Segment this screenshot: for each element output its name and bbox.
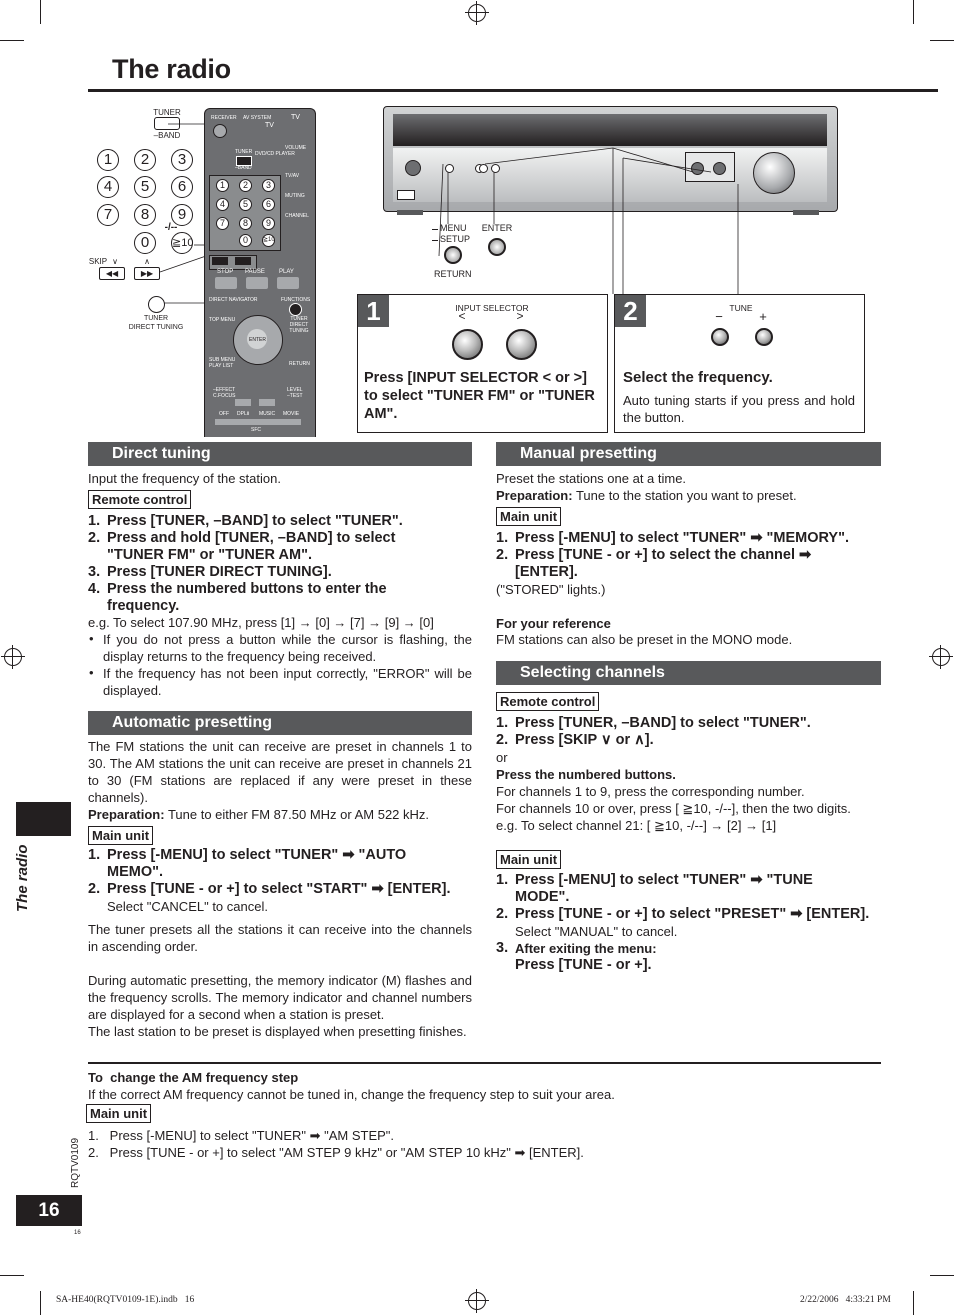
step-number: 2. xyxy=(88,881,101,897)
am-step-heading: To change the AM frequency step xyxy=(88,1070,299,1085)
remote-submenu-label: SUB MENU PLAY LIST xyxy=(209,357,236,369)
remote-num-6[interactable]: 6 xyxy=(262,198,275,211)
remote-plus-button[interactable] xyxy=(259,399,275,406)
crop-mark xyxy=(40,1291,41,1315)
prep-label: Preparation: xyxy=(88,807,165,822)
section-divider xyxy=(88,1062,881,1064)
num-button-0[interactable]: 0 xyxy=(134,232,156,254)
tune-label: TUNE xyxy=(729,303,753,313)
num-button-8[interactable]: 8 xyxy=(134,204,156,226)
setup-dash xyxy=(432,240,438,241)
doc-code: RQTV0109 xyxy=(70,1137,81,1188)
direct-step-4 xyxy=(88,581,472,615)
selecting-main-step-1 xyxy=(496,872,881,906)
auto-intro: The FM stations the unit can receive are preset in channels 1 to 30. The AM stations the unit can receive are preset in channels 21 to 30 (FM stations are replaced if any were preset in these channels). xyxy=(88,739,472,805)
num-button-3[interactable]: 3 xyxy=(171,149,193,171)
remote-dvd-label: DVD/CD PLAYER xyxy=(255,151,295,157)
selecting-step-2 xyxy=(496,732,881,749)
remote-navigator-label: DIRECT NAVIGATOR xyxy=(209,297,258,303)
direct-step-2 xyxy=(88,530,472,564)
manual-stored-note: ("STORED" lights.) xyxy=(496,582,606,597)
selecting-channels-heading: Selecting channels xyxy=(496,661,881,685)
step-text: Press [TUNER DIRECT TUNING]. xyxy=(107,564,332,580)
manual-step-2 xyxy=(496,547,881,581)
remote-tv-label-2: TV xyxy=(291,114,300,121)
step-number: 2. xyxy=(496,906,509,922)
selecting-or: or xyxy=(496,750,508,765)
manual-presetting-heading: Manual presetting xyxy=(496,442,881,466)
skip-down-glyph: ∨ xyxy=(112,257,118,266)
tune-minus-button[interactable] xyxy=(711,328,729,346)
remote-num-10[interactable]: ≧10 xyxy=(262,234,275,247)
direct-bullet-2: If the frequency has not been input correctly, "ERROR" will be displayed. xyxy=(103,666,472,698)
selecting-numbered-line-2: For channels 10 or over, press [ ≧10, -/--], then the two digits. xyxy=(496,801,851,816)
step-number: 1. xyxy=(88,847,101,863)
remote-body xyxy=(204,108,316,437)
crop-mark xyxy=(930,1275,954,1276)
menu-dash xyxy=(432,229,438,230)
step-text: Press [TUNER, –BAND] to select "TUNER". xyxy=(515,715,811,731)
page-number: 16 xyxy=(38,1200,60,1221)
step-text: Press the numbered buttons to enter the frequency. xyxy=(107,581,387,614)
step-1-text: Press [INPUT SELECTOR < or >] to select "TUNER FM" or "TUNER AM". xyxy=(364,370,595,422)
step-text: Press and hold [TUNER, –BAND] to select "TUNER FM" or "TUNER AM". xyxy=(107,530,396,563)
selecting-main-tag: Main unit xyxy=(496,850,561,869)
remote-num-7[interactable]: 7 xyxy=(216,217,229,230)
unit-callout-lines xyxy=(383,106,838,296)
remote-av-label: AV SYSTEM xyxy=(243,115,272,121)
page-title: The radio xyxy=(112,54,231,84)
automatic-presetting-heading: Automatic presetting xyxy=(88,711,472,735)
selecting-main-step-2-sub: Select "MANUAL" to cancel. xyxy=(515,924,678,939)
manual-ref-heading: For your reference xyxy=(496,616,611,631)
tune-plus-glyph: + xyxy=(759,309,767,324)
remote-stop-label: STOP xyxy=(217,269,234,275)
auto-para-2: During automatic presetting, the memory indicator (M) flashes and the frequency scrolls. The memory indicator and channel numbers are displayed for a second when a station is preset. xyxy=(88,973,472,1022)
step-number: 1. xyxy=(496,530,509,546)
step-text: Press [-MENU] to select "TUNER" ➡ "AUTO MEMO". xyxy=(107,847,407,880)
am-step-1: 1. Press [-MENU] to select "TUNER" ➡ "AM STEP". xyxy=(88,1128,395,1143)
step-number: 1. xyxy=(496,872,509,888)
remote-receiver-label: RECEIVER xyxy=(211,115,237,121)
skip-up-glyph: ∧ xyxy=(144,257,150,266)
step-number: 2. xyxy=(496,732,509,748)
auto-preparation xyxy=(88,806,472,823)
step-number: 4. xyxy=(88,581,101,597)
crop-mark xyxy=(913,1291,914,1315)
auto-step-2 xyxy=(88,881,472,898)
return-label: RETURN xyxy=(434,269,472,279)
registration-mark-icon xyxy=(468,4,486,22)
side-section-label: The radio xyxy=(14,844,31,912)
auto-para-3: The last station to be preset is displayed when presetting finishes. xyxy=(88,1024,467,1039)
remote-tv-label: TV xyxy=(265,122,274,129)
remote-tvav-label: TV/AV xyxy=(285,173,300,179)
step-text: Press [-MENU] to select "TUNER" ➡ "MEMORY". xyxy=(515,530,849,546)
remote-play-button[interactable] xyxy=(277,277,299,289)
remote-band-small: –BAND xyxy=(235,165,252,171)
remote-topmenu-label: TOP MENU xyxy=(209,317,236,323)
step-number: 3. xyxy=(496,940,509,956)
step-text: Press [TUNE - or +] to select "PRESET" ➡ [ENTER]. xyxy=(515,906,870,922)
remote-num-0[interactable]: 0 xyxy=(239,234,252,247)
remote-num-9[interactable]: 9 xyxy=(262,217,275,230)
remote-off-label: OFF xyxy=(219,411,229,417)
num-button-4[interactable]: 4 xyxy=(97,176,119,198)
prep-text: Tune to the station you want to preset. xyxy=(572,488,797,503)
registration-mark-icon xyxy=(932,648,950,666)
input-selector-left-knob[interactable] xyxy=(452,329,483,360)
crop-mark xyxy=(0,1275,24,1276)
remote-music-label: MUSIC xyxy=(259,411,276,417)
step-number-1: 1 xyxy=(358,295,389,327)
step-number: 1. xyxy=(88,513,101,529)
remote-movie-label: MOVIE xyxy=(283,411,300,417)
remote-sfc-label: SFC xyxy=(251,427,261,433)
selector-right-glyph: > xyxy=(516,309,524,323)
remote-volume-label: VOLUME xyxy=(285,145,307,151)
skip-back-button[interactable]: ◀◀ xyxy=(99,267,125,280)
small-page-number: 16 xyxy=(74,1230,81,1236)
prep-text: Tune to either FM 87.50 MHz or AM 522 kHz. xyxy=(164,807,430,822)
remote-skip-forward[interactable] xyxy=(235,257,251,265)
step-number: 3. xyxy=(88,564,101,580)
selecting-main-step-3 xyxy=(496,940,881,957)
step-text: Press [TUNER, –BAND] to select "TUNER". xyxy=(107,513,403,529)
unit-menu-callout-button[interactable] xyxy=(444,246,462,264)
selecting-numbered-heading: Press the numbered buttons. xyxy=(496,767,676,782)
remote-return-label: RETURN xyxy=(289,361,310,367)
main-unit-figure xyxy=(383,106,838,296)
tune-minus-glyph: − xyxy=(715,309,723,324)
selecting-step-1 xyxy=(496,715,881,732)
remote-tuner-small: TUNER xyxy=(235,149,253,155)
skip-forward-button[interactable]: ▶▶ xyxy=(134,267,160,280)
remote-play-label: PLAY xyxy=(279,269,294,275)
step-number-2: 2 xyxy=(615,295,646,327)
am-step-tag: Main unit xyxy=(86,1104,151,1123)
num-button-10[interactable]: ≧10 xyxy=(171,232,193,254)
num-button-7[interactable]: 7 xyxy=(97,204,119,226)
remote-num-5[interactable]: 5 xyxy=(239,198,252,211)
crop-mark xyxy=(0,40,24,41)
tuner-direct-tuning-label: TUNER DIRECT TUNING xyxy=(128,315,184,331)
remote-num-8[interactable]: 8 xyxy=(239,217,252,230)
setup-label: SETUP xyxy=(440,234,471,244)
selector-left-glyph: < xyxy=(458,309,466,323)
step-text: Press [TUNE - or +] to select the channel ➡ [ENTER]. xyxy=(515,547,812,580)
skip-label: SKIP xyxy=(88,257,108,266)
num-button-5[interactable]: 5 xyxy=(134,176,156,198)
auto-step-1 xyxy=(88,847,472,881)
step-2-note: Auto tuning starts if you press and hold the button. xyxy=(623,393,855,425)
step-box-1 xyxy=(357,294,608,433)
remote-skip-back[interactable] xyxy=(212,257,228,265)
num-button-6[interactable]: 6 xyxy=(171,176,193,198)
remote-enter-label: ENTER xyxy=(249,337,266,343)
input-selector-right-knob[interactable] xyxy=(506,329,537,360)
footer-file: SA-HE40(RQTV0109-1E).indb 16 xyxy=(56,1295,195,1305)
step-number: 2. xyxy=(496,547,509,563)
tune-plus-button[interactable] xyxy=(755,328,773,346)
step-text: Press [TUNE - or +] to select "START" ➡ [ENTER]. xyxy=(107,881,451,897)
num-button-9[interactable]: 9 xyxy=(171,204,193,226)
remote-pause-button[interactable] xyxy=(246,277,268,289)
auto-step-2-sub: Select "CANCEL" to cancel. xyxy=(107,899,268,914)
unit-enter-callout-button[interactable] xyxy=(488,238,506,256)
dash-label: -/-- xyxy=(164,222,178,233)
bullet-dot: • xyxy=(89,631,94,646)
step-number: 1. xyxy=(496,715,509,731)
remote-num-2[interactable]: 2 xyxy=(239,179,252,192)
prep-label: Preparation: xyxy=(496,488,573,503)
remote-num-4[interactable]: 4 xyxy=(216,198,229,211)
menu-label: MENU xyxy=(440,223,467,233)
am-step-intro: If the correct AM frequency cannot be tuned in, change the frequency step to suit your area. xyxy=(88,1087,615,1102)
num-button-1[interactable]: 1 xyxy=(97,149,119,171)
step-2-heading: Select the frequency. xyxy=(623,369,773,386)
remote-level-label: LEVEL –TEST xyxy=(287,387,303,399)
step-number: 2. xyxy=(88,530,101,546)
remote-sfc-buttons[interactable] xyxy=(215,419,301,425)
manual-ref-text: FM stations can also be preset in the MONO mode. xyxy=(496,632,793,647)
auto-tag: Main unit xyxy=(88,826,153,845)
band-callout-label: –BAND xyxy=(153,131,181,140)
tuner-callout-label: TUNER xyxy=(153,108,181,117)
remote-tuner-direct-small: TUNER DIRECT TUNING xyxy=(289,316,309,334)
direct-tuning-example: e.g. To select 107.90 MHz, press [1] → [0] → [7] → [9] → [0] xyxy=(88,615,434,630)
remote-pause-label: PAUSE xyxy=(245,269,265,275)
remote-tuner-direct-button[interactable] xyxy=(289,303,302,316)
remote-stop-button[interactable] xyxy=(215,277,237,289)
direct-tuning-tag: Remote control xyxy=(88,490,191,509)
am-step-2: 2. Press [TUNE - or +] to select "AM STEP 9 kHz" or "AM STEP 10 kHz" ➡ [ENTER]. xyxy=(88,1145,584,1160)
direct-step-3 xyxy=(88,564,472,581)
crop-mark xyxy=(930,40,954,41)
remote-num-1[interactable]: 1 xyxy=(216,179,229,192)
manual-tag: Main unit xyxy=(496,507,561,526)
selecting-main-step-3-text: Press [TUNE - or +]. xyxy=(515,957,652,973)
auto-para-1: The tuner presets all the stations it can receive into the channels in ascending order. xyxy=(88,922,472,954)
remote-functions-label: FUNCTIONS xyxy=(281,297,311,303)
bullet-dot: • xyxy=(89,665,94,680)
power-button[interactable] xyxy=(213,124,227,138)
remote-muting-label: MUTING xyxy=(285,193,305,199)
enter-label: ENTER xyxy=(481,223,513,233)
remote-effect-label: –EFFECT C.FOCUS xyxy=(213,387,236,399)
selecting-numbered-line-1: For channels 1 to 9, press the corresponding number. xyxy=(496,784,805,799)
remote-num-3[interactable]: 3 xyxy=(262,179,275,192)
remote-minus-button[interactable] xyxy=(235,399,251,406)
direct-tuning-heading: Direct tuning xyxy=(88,442,472,466)
selecting-main-step-2 xyxy=(496,906,881,923)
registration-mark-icon xyxy=(468,1292,486,1310)
step-3-small: After exiting the menu: xyxy=(515,941,657,956)
direct-bullet-1: If you do not press a button while the cursor is flashing, the display returns to the frequency being received. xyxy=(103,632,472,664)
manual-intro: Preset the stations one at a time. xyxy=(496,471,687,486)
remote-figure xyxy=(88,104,328,436)
selecting-remote-tag: Remote control xyxy=(496,692,599,711)
manual-step-1 xyxy=(496,530,881,547)
input-selector-label: INPUT SELECTOR xyxy=(455,303,529,313)
step-text: Press [SKIP ∨ or ∧]. xyxy=(515,732,654,748)
step-box-2 xyxy=(614,294,865,433)
title-rule xyxy=(88,89,938,92)
crop-mark xyxy=(40,0,41,24)
manual-preparation xyxy=(496,487,881,504)
footer-date: 2/22/2006 4:33:21 PM xyxy=(800,1295,891,1305)
remote-channel-label: CHANNEL xyxy=(285,213,309,219)
registration-mark-icon xyxy=(4,648,22,666)
num-button-2[interactable]: 2 xyxy=(134,149,156,171)
remote-dolby-label: DPLⅡ xyxy=(237,411,250,417)
crop-mark xyxy=(913,0,914,24)
direct-tuning-intro: Input the frequency of the station. xyxy=(88,471,281,486)
direct-step-1 xyxy=(88,513,472,530)
selecting-numbered-line-3: e.g. To select channel 21: [ ≧10, -/--] → [2] → [1] xyxy=(496,818,777,833)
step-text: Press [-MENU] to select "TUNER" ➡ "TUNE MODE". xyxy=(515,872,813,905)
